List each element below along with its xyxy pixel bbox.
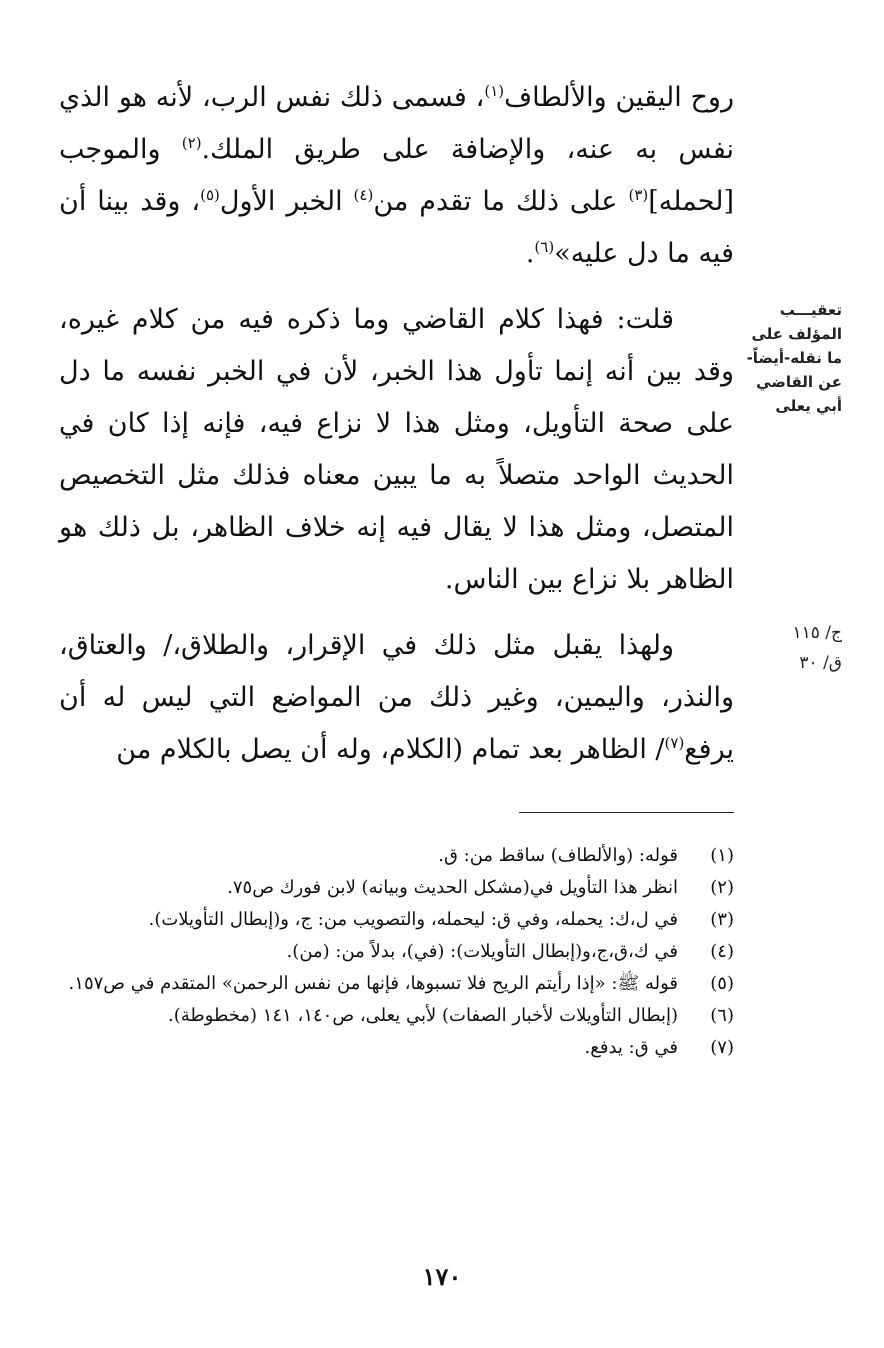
footnote-item [59, 904, 734, 936]
body-text-segment: روح اليقين والألطاف [504, 82, 734, 113]
footnote-marker: (٧) [664, 734, 685, 752]
footnote-divider [519, 812, 734, 813]
footnote-text: في ل،ك: يحمله، وفي ق: ليحمله، والتصويب من: ج، و(إبطال التأويلات). [148, 909, 678, 930]
body-paragraph [59, 620, 734, 776]
footnote-text: قوله: (والألطاف) ساقط من: ق. [438, 845, 678, 866]
footnote-item [59, 840, 734, 872]
body-text-segment: على ذلك ما تقدم من [373, 186, 629, 217]
body-paragraph [59, 72, 734, 280]
margin-note-line: ما نقله-أيضاً- [746, 349, 842, 367]
footnote-marker: (٥) [200, 186, 220, 204]
margin-note-line: أبي يعلى [775, 397, 842, 415]
body-text-segment: ولهذا يقبل مثل ذلك في الإقرار، والطلاق،/ والعتاق، والنذر، واليمين، وغير ذلك من المواضع التي ليس له أن يرفع [59, 630, 734, 765]
margin-note-line: عن القاضي [756, 373, 842, 391]
footnote-number: (١) [710, 845, 734, 866]
footnote-item [59, 936, 734, 968]
footnotes-section [59, 840, 734, 1064]
body-text-segment: / الظاهر بعد تمام (الكلام، وله أن يصل بالكلام من [116, 734, 665, 765]
footnote-item [59, 872, 734, 904]
footnote-marker: (٣) [628, 186, 649, 204]
footnote-text: في ق: يدفع. [584, 1037, 678, 1058]
margin-note-line: المؤلف على [751, 325, 842, 343]
footnote-number: (٦) [710, 1005, 734, 1026]
manuscript-folio-ref: ق/ ٣٠ [799, 653, 842, 673]
manuscript-folio-ref: ج/ ١١٥ [792, 623, 842, 643]
margin-note-manuscript-reference [746, 618, 842, 678]
body-text-segment: ، وقد بينا أن فيه ما دل عليه» [59, 186, 734, 269]
footnote-text: قوله ﷺ: «إذا رأيتم الريح فلا تسبوها، فإنها من نفس الرحمن» المتقدم في ص١٥٧. [68, 973, 678, 994]
body-text-segment: . [525, 238, 535, 269]
main-text-body [59, 72, 734, 790]
footnote-marker: (٤) [353, 186, 374, 204]
footnote-number: (٢) [710, 877, 734, 898]
body-text-segment: ، فسمى ذلك نفس الرب، لأنه هو الذي نفس به عنه، والإضافة على طريق الملك. [59, 82, 735, 165]
footnote-text: (إبطال التأويلات لأخبار الصفات) لأبي يعلى، ص١٤٠، ١٤١ (مخطوطة). [168, 1005, 678, 1026]
footnote-number: (٧) [710, 1037, 734, 1058]
body-text-segment: قلت: فهذا كلام القاضي وما ذكره فيه من كلام غيره، وقد بين أنه إنما تأول هذا الخبر، لأن في الخبر نفسه ما دل على صحة التأويل، ومثل هذا لا نزاع فيه، فإنه إذا كان في الحديث الواحد متصلاً به ما يبين معناه فذلك مثل التخصيص المتصل، ومثل هذا لا يقال فيه إنه خلاف الظاهر، بل ذلك هو الظاهر بلا نزاع بين الناس. [59, 304, 734, 595]
footnote-item [59, 1032, 734, 1064]
footnote-marker: (١) [484, 82, 505, 100]
footnote-text: انظر هذا التأويل في(مشكل الحديث وبيانه) لابن فورك ص٧٥. [227, 877, 678, 898]
footnote-marker: (٢) [181, 134, 202, 152]
body-text-segment: الخبر الأول [219, 186, 354, 217]
body-paragraph [59, 294, 734, 606]
footnote-number: (٥) [710, 973, 734, 994]
page-number: ١٧٠ [422, 1262, 462, 1291]
body-text-segment: والموجب [لحمله] [59, 134, 734, 217]
margin-note-commentary [746, 298, 842, 418]
footnote-number: (٤) [710, 941, 734, 962]
footnote-text: في ك،ق،ج،و(إبطال التأويلات): (في)، بدلاً من: (من). [286, 941, 678, 962]
footnote-number: (٣) [710, 909, 734, 930]
footnote-marker: (٦) [534, 238, 555, 256]
footnote-item [59, 968, 734, 1000]
footnote-item [59, 1000, 734, 1032]
margin-note-line: تعقيـــب [779, 301, 842, 319]
